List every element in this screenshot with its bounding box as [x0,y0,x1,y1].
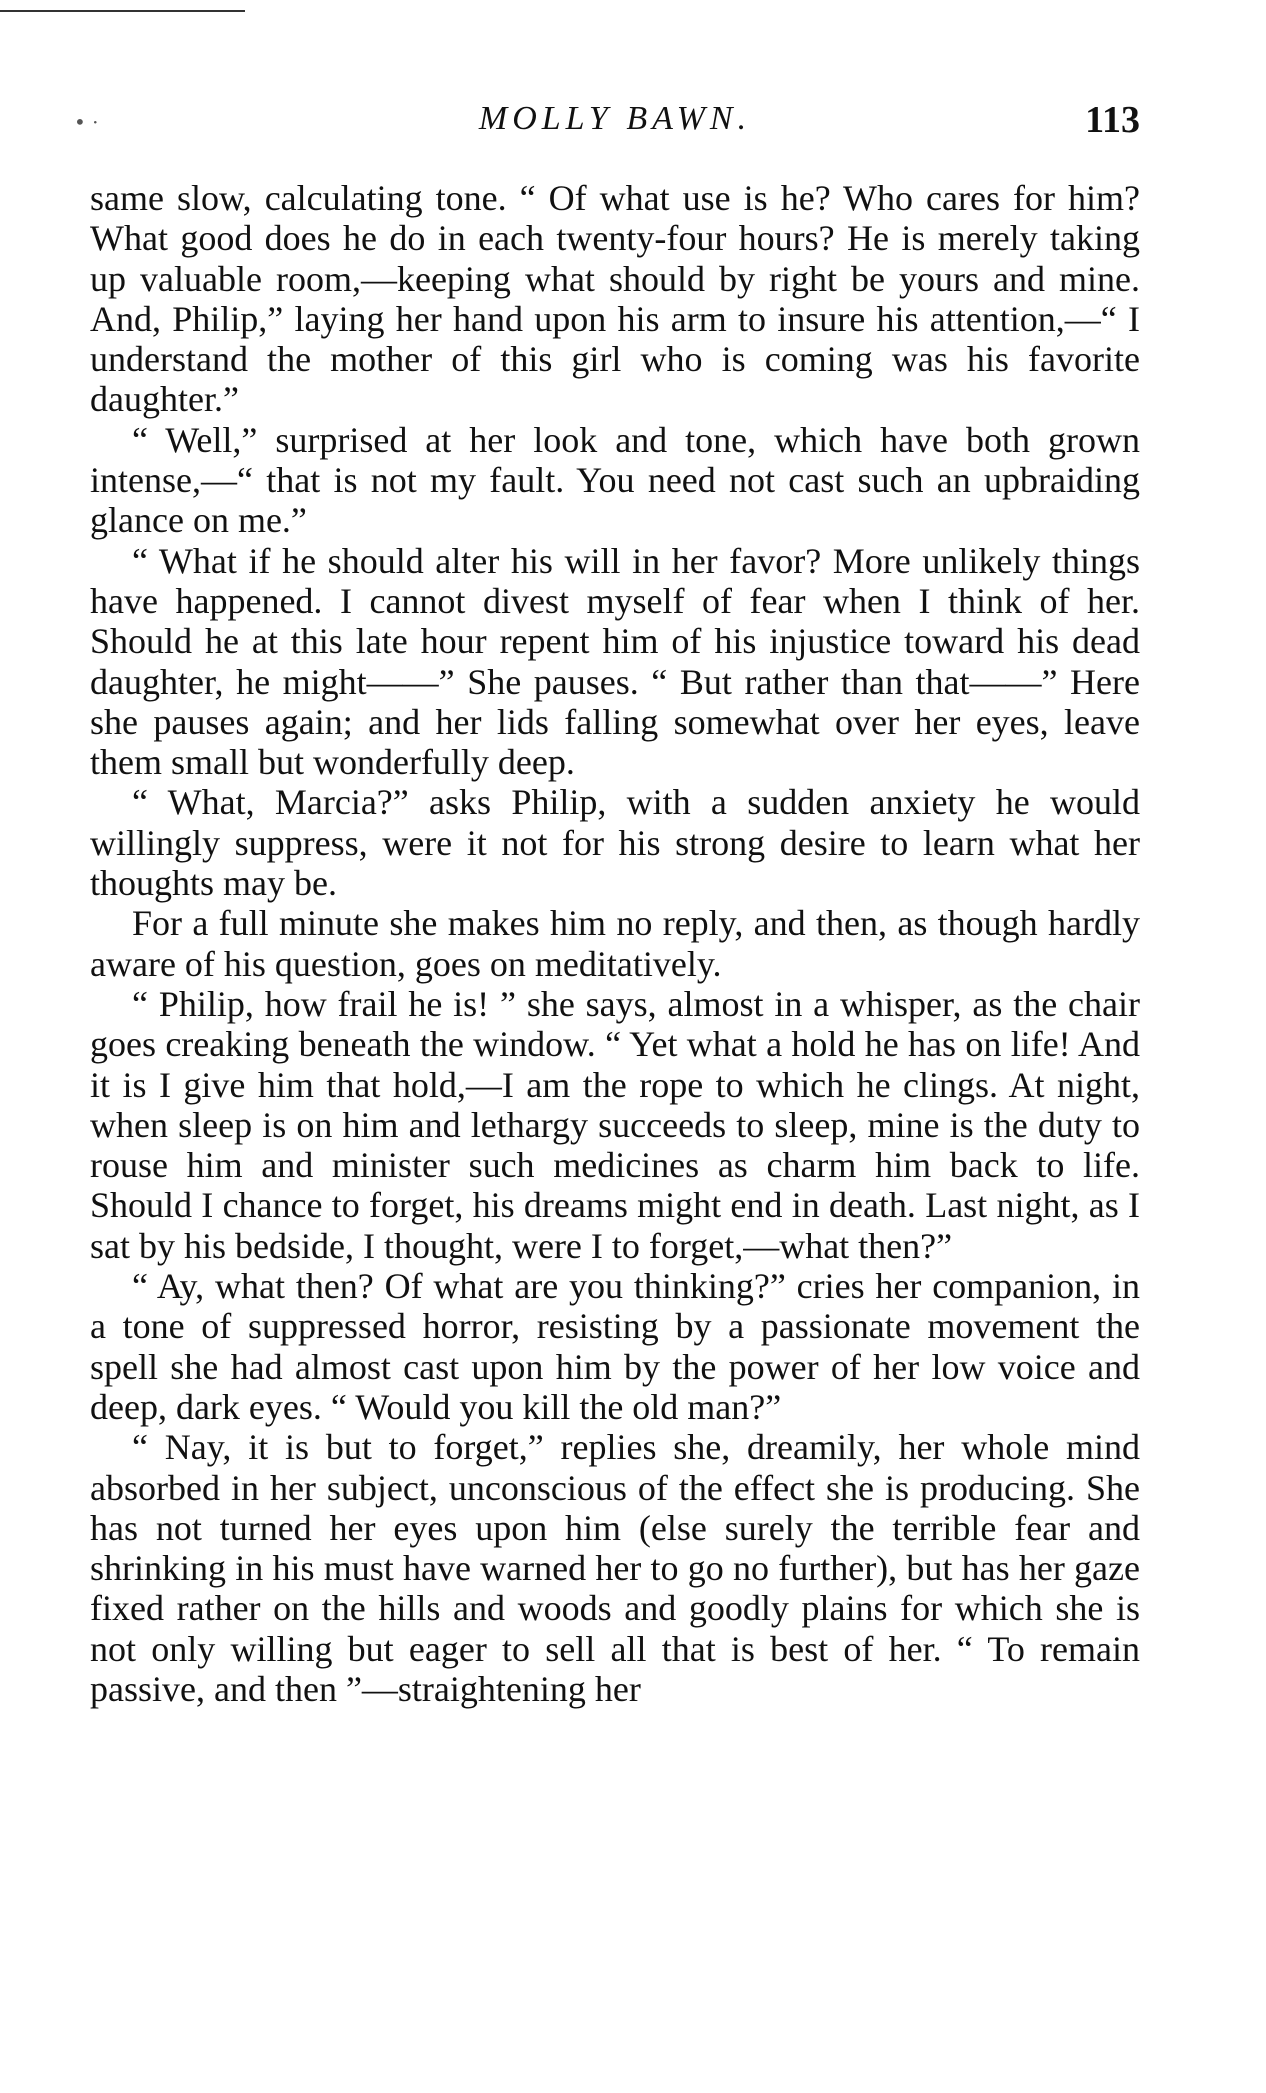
body-text [90,178,1140,1709]
paragraph: “ Philip, how frail he is! ” she says, almost in a whisper, as the chair goes creaking beneath the window. “ Yet what a hold he has on life! And it is I give him that hold,—I am the rope to which he clings. At night, when sleep is on him and lethargy succeeds to sleep, mine is the duty to rouse him and minister such medicines as charm him back to life. Should I chance to forget, his dreams might end in death. Last night, as I sat by his bedside, I thought, were I to forget,—what then?” [90,983,1140,1266]
paragraph: “ Well,” surprised at her look and tone, which have both grown intense,—“ that is not my fault. You need not cast such an upbraiding glance on me.” [90,419,1140,541]
top-rule [0,10,245,12]
paragraph: For a full minute she makes him no reply, and then, as though hardly aware of his question, goes on meditatively. [90,903,1140,984]
stray-print-mark: • · [74,110,99,134]
paragraph: “ What, Marcia?” asks Philip, with a sudden anxiety he would willingly suppress, were it not for his strong desire to learn what her thoughts may be. [90,782,1140,904]
paragraph: “ Nay, it is but to forget,” replies she, dreamily, her whole mind absorbed in her subject, unconscious of the effect she is producing. She has not turned her eyes upon him (else surely the terrible fear and shrinking in his must have warned her to go no further), but has her gaze fixed rather on the hills and woods and goodly plains for which she is not only willing but eager to sell all that is best of her. “ To remain passive, and then ”—straightening her [90,1427,1140,1709]
paragraph: “ Ay, what then? Of what are you thinking?” cries her companion, in a tone of suppressed horror, resisting by a passionate movement the spell she had almost cast upon him by the power of her low voice and deep, dark eyes. “ Would you kill the old man?” [90,1266,1140,1427]
page-header [90,100,1140,148]
paragraph: “ What if he should alter his will in her favor? More unlikely things have happened. I cannot divest myself of fear when I think of her. Should he at this late hour repent him of his injustice toward his dead daughter, he might——” She pauses. “ But rather than that——” Here she pauses again; and her lids falling somewhat over her eyes, leave them small but wonderfully deep. [90,540,1140,783]
paragraph: same slow, calculating tone. “ Of what use is he? Who cares for him? What good does he do in each twenty-four hours? He is merely taking up valuable room,—keeping what should by right be yours and mine. And, Philip,” laying her hand upon his arm to insure his attention,—“ I understand the mother of this girl who is coming was his favorite daughter.” [90,178,1140,420]
page-number: 113 [1085,99,1140,141]
running-title: MOLLY BAWN. [478,100,752,137]
